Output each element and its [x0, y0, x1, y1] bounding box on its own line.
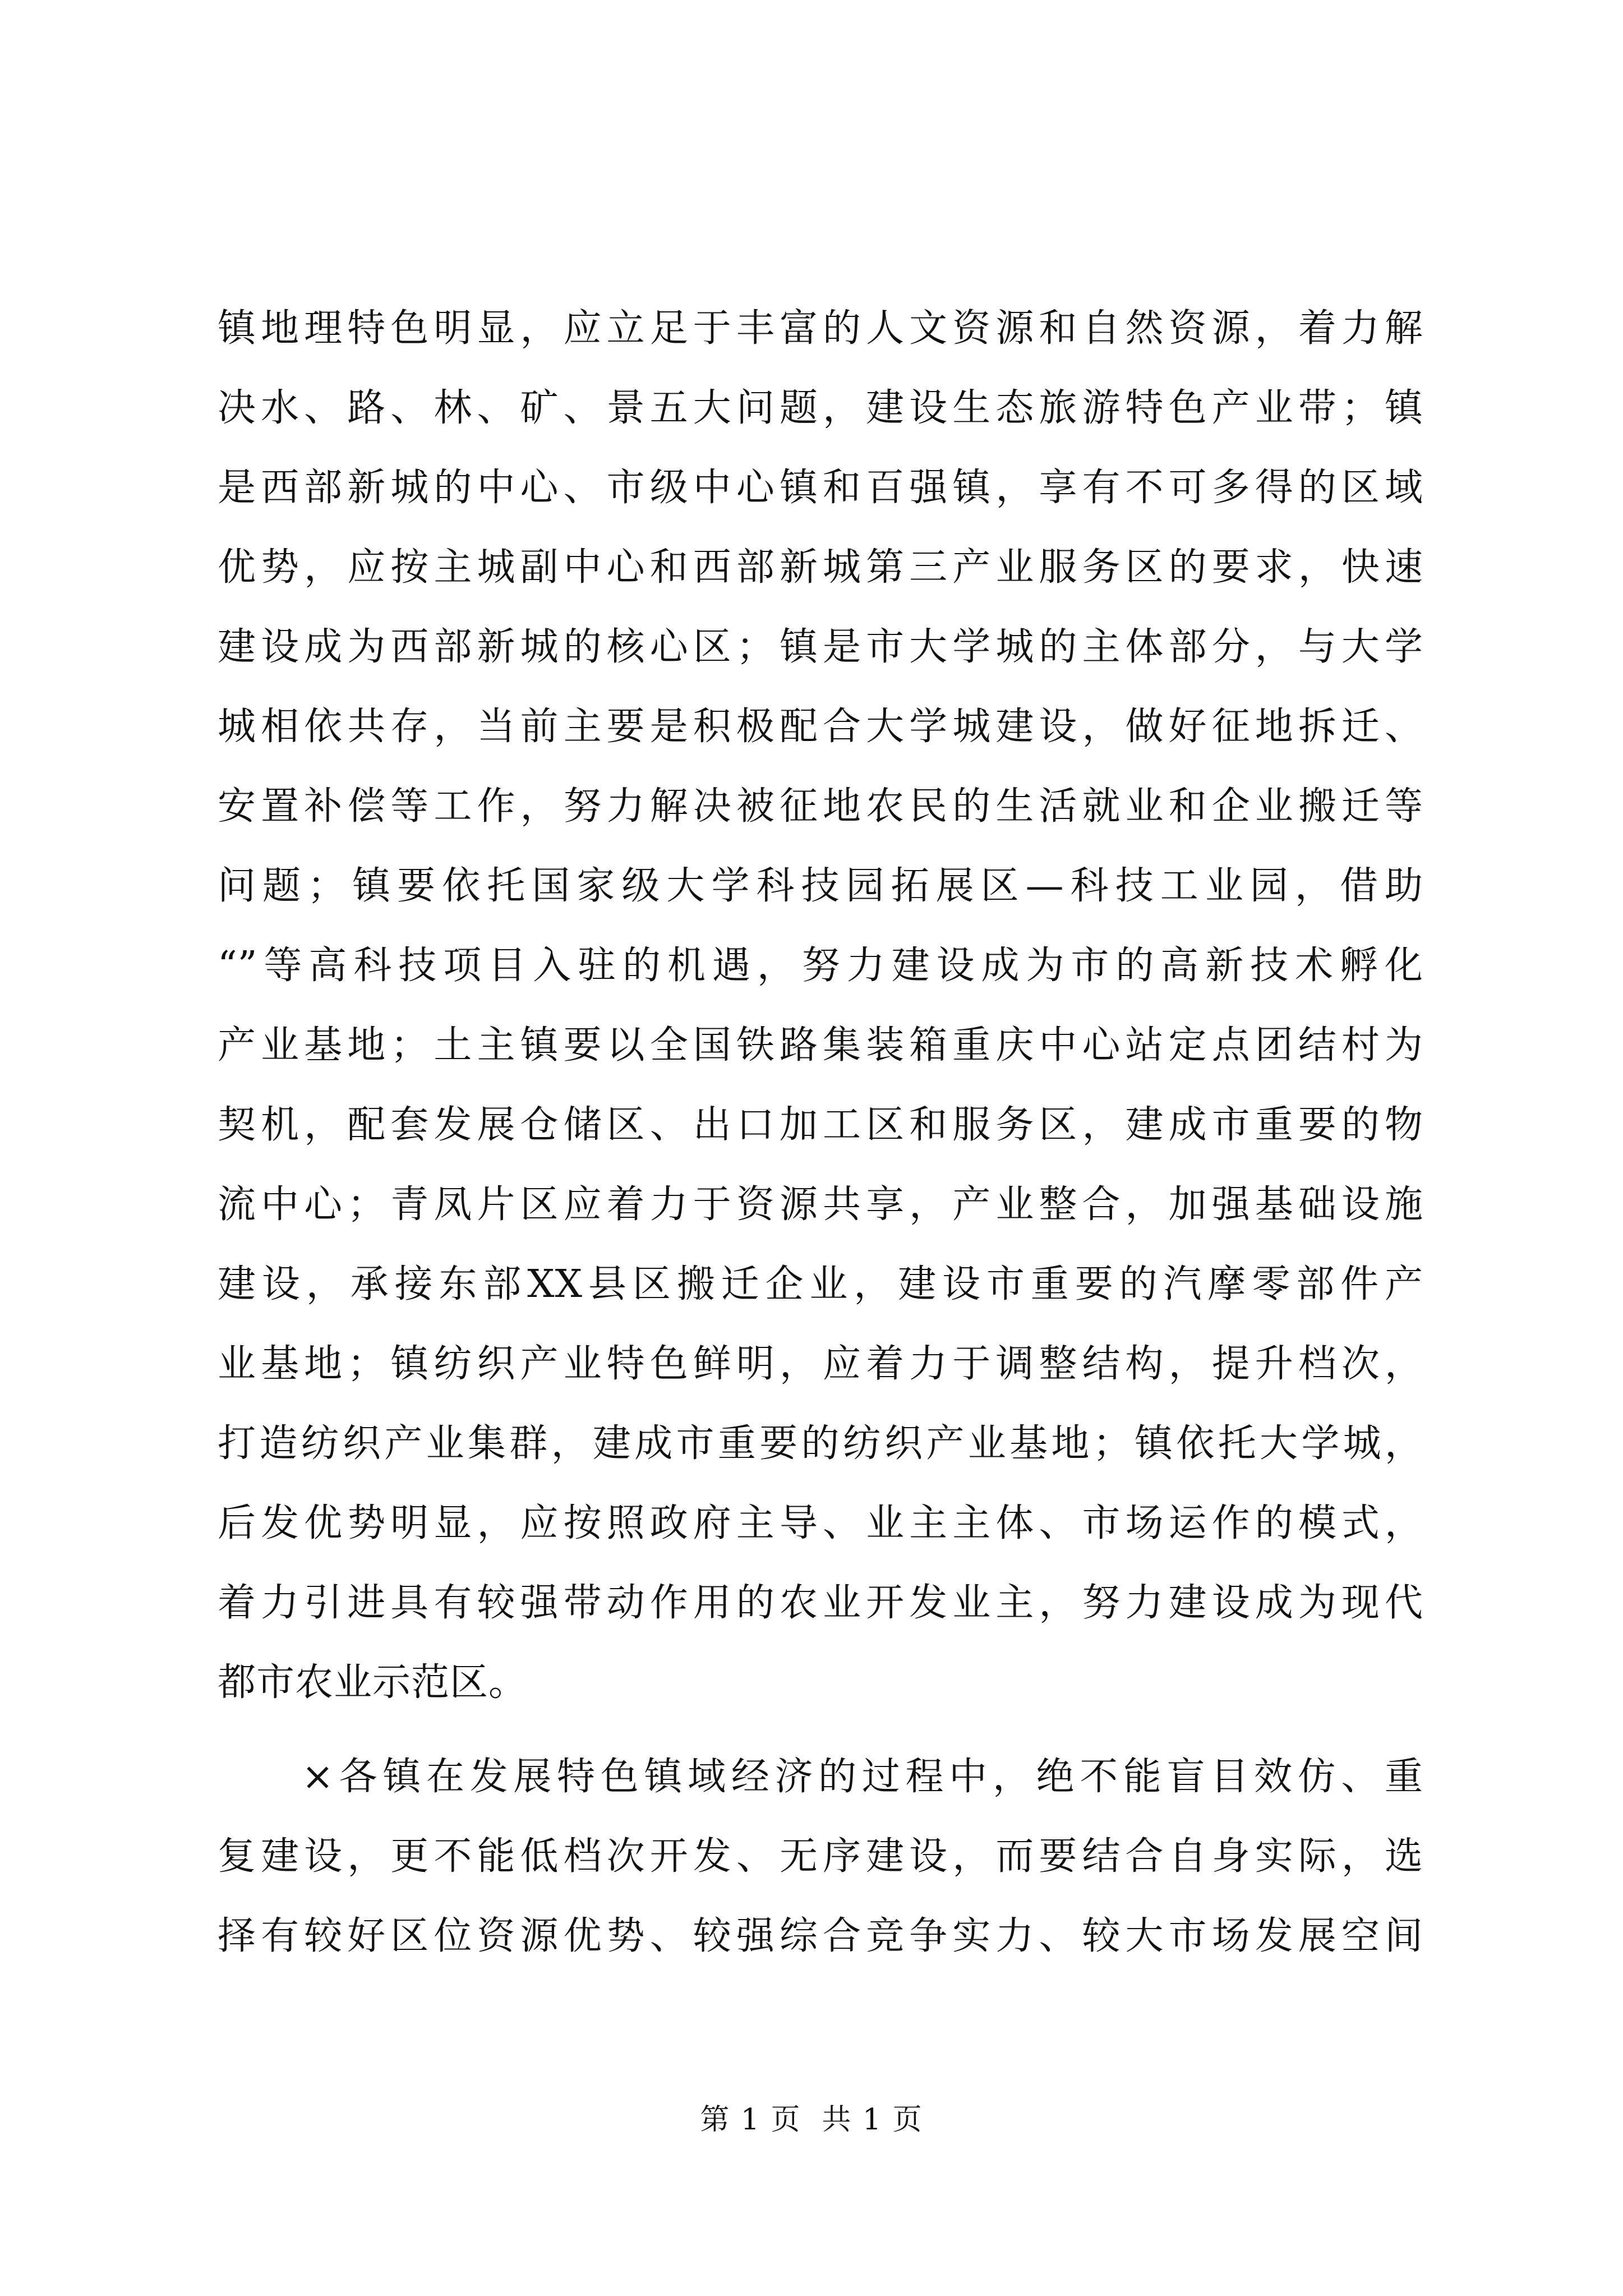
text-line: 打造纺织产业集群，建成市重要的纺织产业基地；镇依托大学城，	[218, 1421, 1423, 1466]
text-line: 业基地；镇纺织产业特色鲜明，应着力于调整结构，提升档次，	[218, 1342, 1423, 1386]
text-line: 镇地理特色明显，应立足于丰富的人文资源和自然资源，着力解	[218, 306, 1423, 351]
text-line: 着力引进具有较强带动作用的农业开发业主，努力建设成为现代	[218, 1581, 1423, 1625]
paragraph-2	[218, 1737, 1423, 1976]
text-line: 优势，应按主城副中心和西部新城第三产业服务区的要求，快速	[218, 545, 1423, 590]
text-line: 是西部新城的中心、市级中心镇和百强镇，享有不可多得的区域	[218, 466, 1423, 510]
text-line: 流中心；青凤片区应着力于资源共享，产业整合，加强基础设施	[218, 1182, 1423, 1227]
text-line: 产业基地；土主镇要以全国铁路集装箱重庆中心站定点团结村为	[218, 1023, 1423, 1068]
text-line: 问题；镇要依托国家级大学科技园拓展区—科技工业园，借助	[218, 864, 1423, 908]
text-line: 城相依共存，当前主要是积极配合大学城建设，做好征地拆迁、	[218, 705, 1423, 749]
paragraph-1	[218, 289, 1423, 1723]
text-line: ×各镇在发展特色镇域经济的过程中，绝不能盲目效仿、重	[302, 1755, 1423, 1799]
text-line: “”等高科技项目入驻的机遇，努力建设成为市的高新技术孵化	[218, 944, 1423, 988]
text-line: 安置补偿等工作，努力解决被征地农民的生活就业和企业搬迁等	[218, 784, 1423, 829]
paragraph-spacer	[218, 1723, 1423, 1737]
text-line: 后发优势明显，应按照政府主导、业主主体、市场运作的模式，	[218, 1501, 1423, 1545]
document-body	[218, 289, 1423, 1976]
page-footer: 第 1 页 共 1 页	[700, 2103, 923, 2137]
text-line: 契机，配套发展仓储区、出口加工区和服务区，建成市重要的物	[218, 1103, 1423, 1147]
text-line: 复建设，更不能低档次开发、无序建设，而要结合自身实际，选	[218, 1834, 1423, 1879]
text-line: 建设，承接东部XX县区搬迁企业，建设市重要的汽摩零部件产	[218, 1262, 1423, 1306]
text-line: 决水、路、林、矿、景五大问题，建设生态旅游特色产业带；镇	[218, 386, 1423, 430]
text-line: 都市农业示范区。	[218, 1660, 528, 1705]
text-line: 建设成为西部新城的核心区；镇是市大学城的主体部分，与大学	[218, 625, 1423, 669]
text-line: 择有较好区位资源优势、较强综合竞争实力、较大市场发展空间	[218, 1914, 1423, 1958]
